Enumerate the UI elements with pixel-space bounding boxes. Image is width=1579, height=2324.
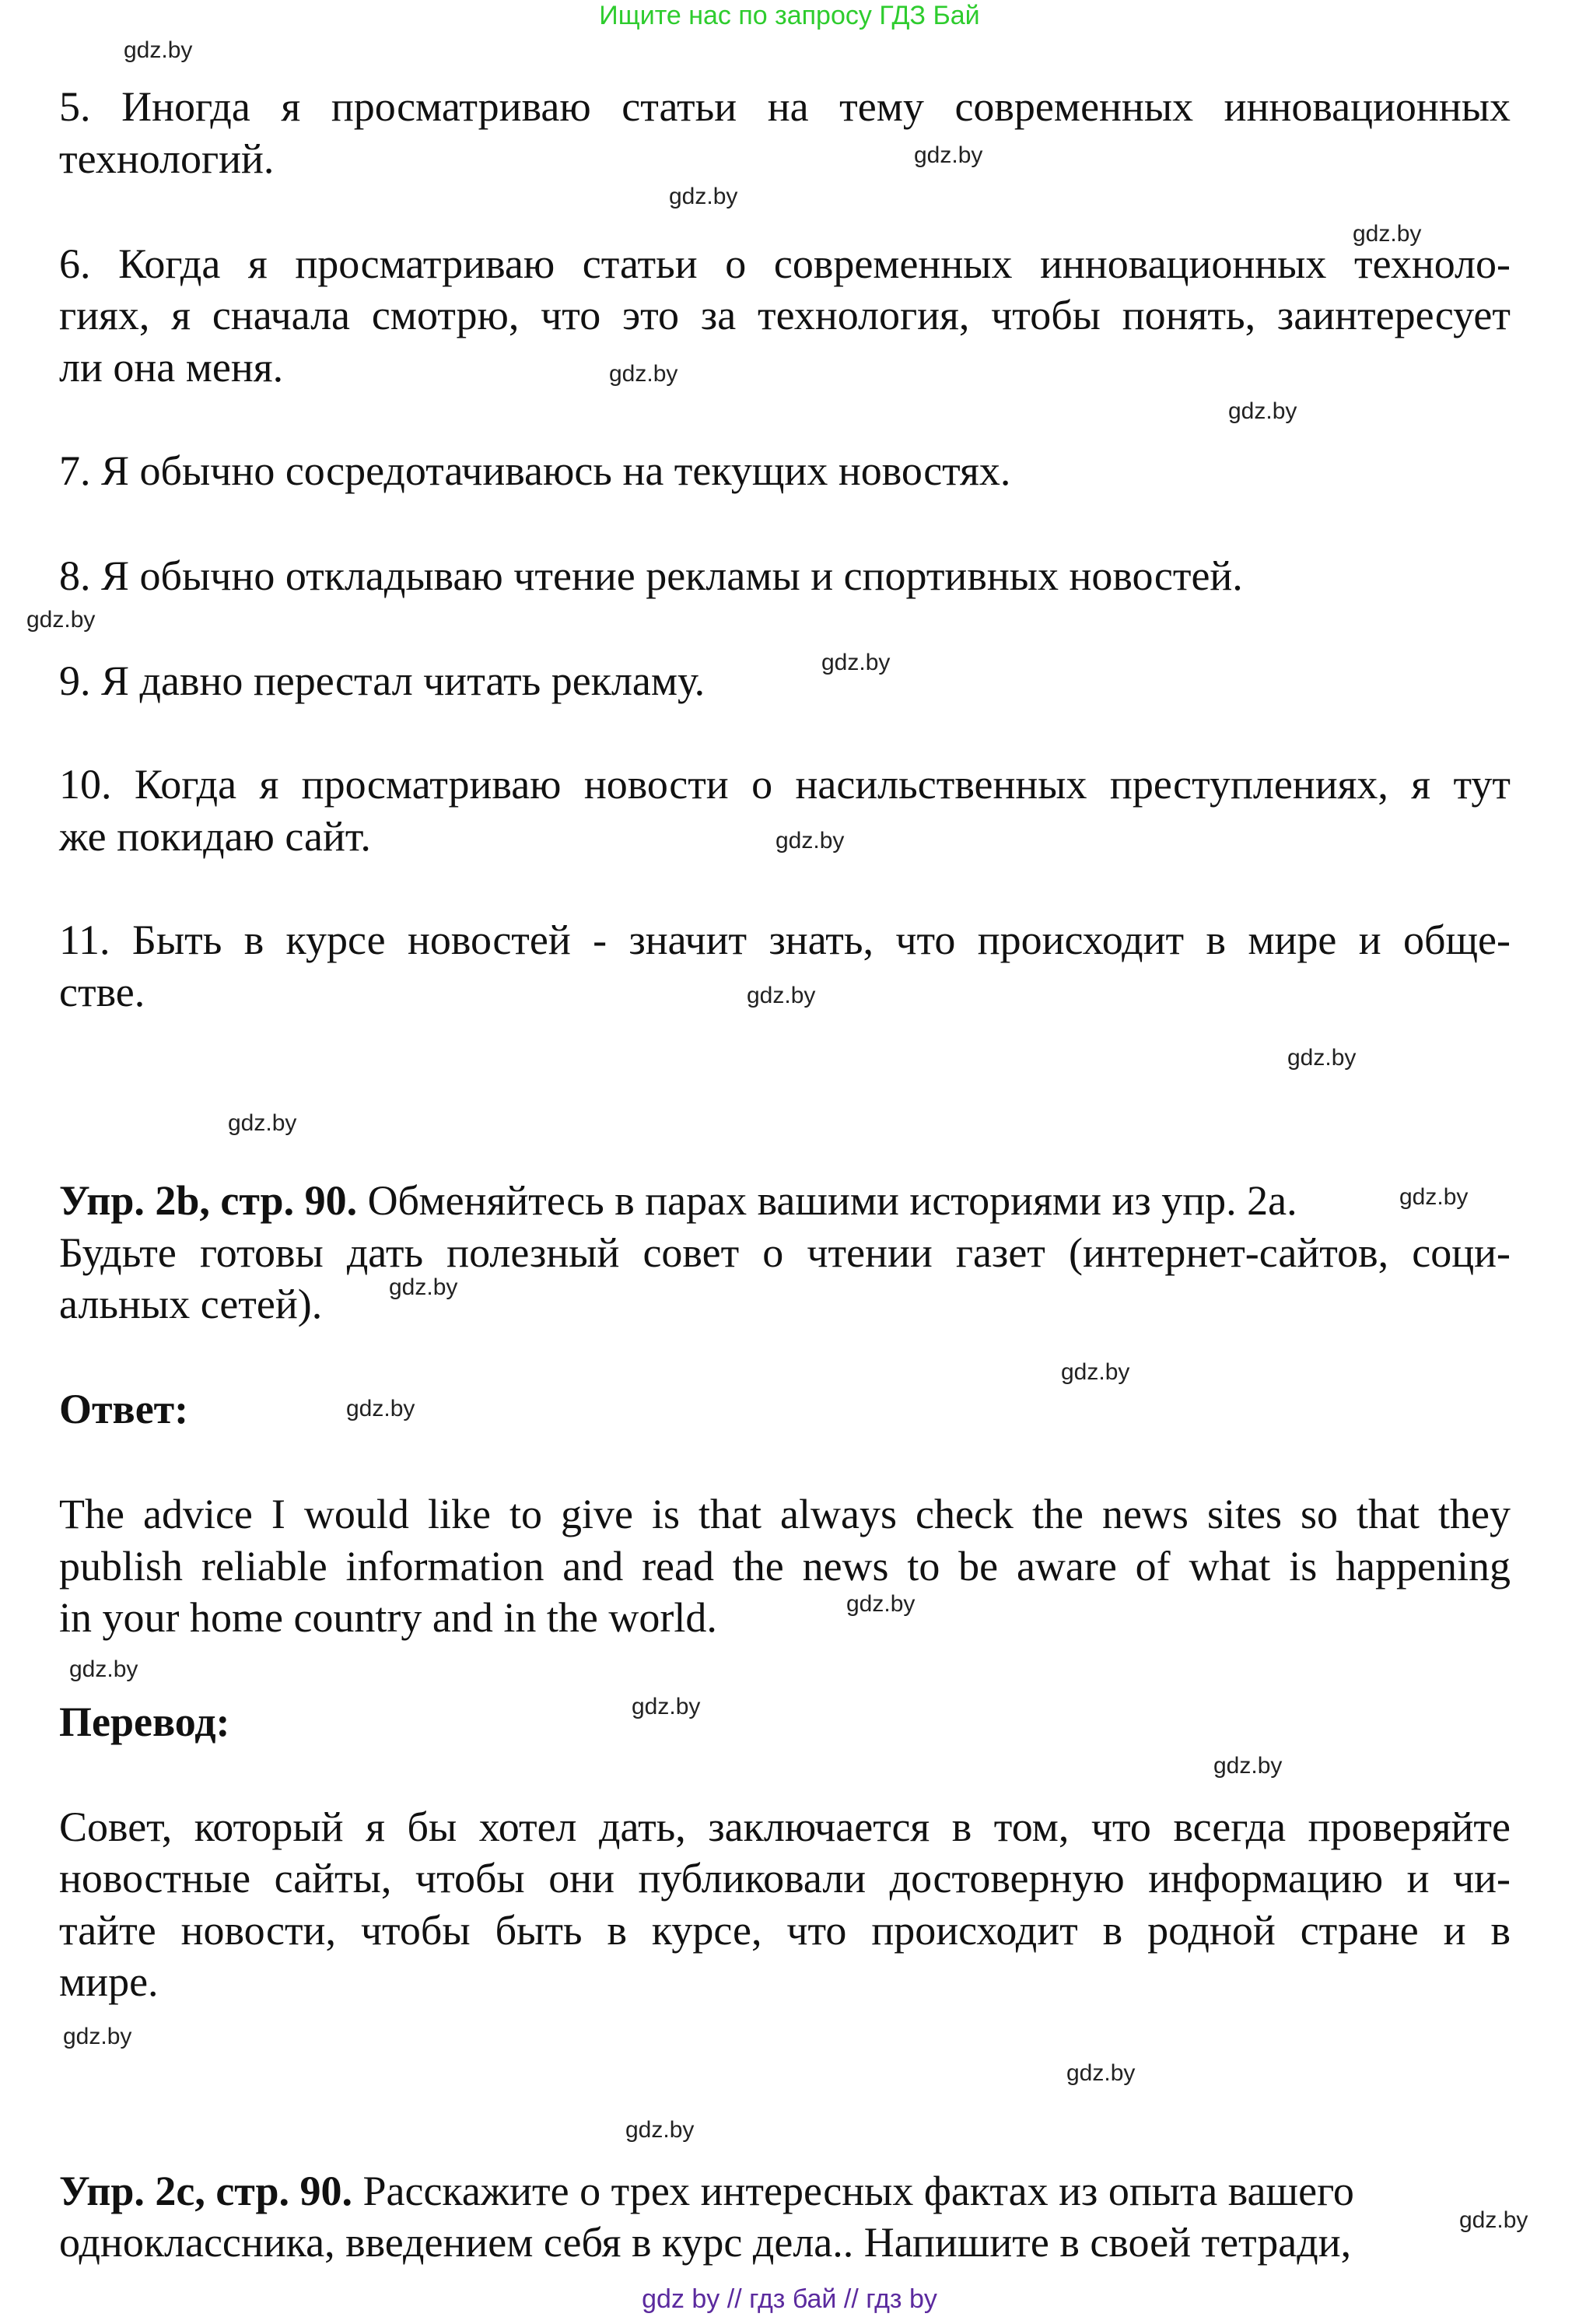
exercise-2c-line (59, 2219, 1511, 2266)
watermark: gdz.by (1399, 1184, 1469, 1210)
translation-text-text: новостные сайты, чтобы они публиковали достоверную информацию и чи- (59, 1855, 1511, 1902)
item-9-line (59, 657, 1511, 704)
answer-heading-line (59, 1386, 1511, 1432)
answer-text-text: publish reliable information and read the news to be aware of what is happening (59, 1543, 1511, 1590)
exercise-2c-line (59, 2168, 1511, 2214)
translation-text-line (59, 1907, 1511, 1954)
item-6-line (59, 344, 1511, 391)
item-7-line (59, 447, 1511, 494)
translation-text-text: Совет, который я бы хотел дать, заключается в том, что всегда проверяйте (59, 1803, 1511, 1850)
watermark: gdz.by (609, 361, 678, 387)
watermark: gdz.by (1061, 1359, 1130, 1385)
translation-text-line (59, 1958, 1511, 2005)
item-5-text: 5. Иногда я просматриваю статьи на тему современных инновационных (59, 83, 1511, 130)
translation-text-line (59, 1803, 1511, 1850)
watermark: gdz.by (747, 983, 816, 1008)
watermark: gdz.by (26, 607, 96, 633)
answer-text-line (59, 1543, 1511, 1590)
exercise-2c-text: Расскажите о трех интересных фактах из опыта вашего (352, 2168, 1354, 2214)
item-11-text: 11. Быть в курсе новостей - значит знать, что происходит в мире и обще- (59, 917, 1511, 963)
exercise-2b-label: Упр. 2b, стр. 90. (59, 1177, 358, 1224)
watermark: gdz.by (346, 1396, 415, 1421)
translation-text-line (59, 1855, 1511, 1902)
watermark: gdz.by (228, 1110, 297, 1136)
exercise-2b-text: Будьте готовы дать полезный совет о чтении газет (интернет-сайтов, соци- (59, 1229, 1511, 1276)
item-10-line (59, 761, 1511, 808)
watermark: gdz.by (1066, 2060, 1136, 2086)
answer-text-line (59, 1594, 1511, 1641)
watermark: gdz.by (1287, 1045, 1357, 1071)
watermark: gdz.by (124, 37, 193, 63)
promo-banner[interactable]: Ищите нас по запросу ГДЗ Бай (599, 1, 980, 30)
item-7-text: 7. Я обычно сосредотачиваюсь на текущих новостях. (59, 447, 1011, 494)
translation-text-text: тайте новости, чтобы быть в курсе, что происходит в родной стране и в (59, 1907, 1511, 1954)
exercise-2c-label: Упр. 2c, стр. 90. (59, 2168, 352, 2214)
answer-text-text: The advice I would like to give is that always check the news sites so that they (59, 1491, 1511, 1537)
watermark: gdz.by (1213, 1753, 1283, 1779)
watermark: gdz.by (1228, 398, 1297, 424)
exercise-2b-text: альных сетей). (59, 1281, 323, 1327)
watermark: gdz.by (1353, 221, 1422, 247)
watermark: gdz.by (389, 1274, 458, 1300)
item-6-text: ли она меня. (59, 344, 284, 391)
item-10-text: же покидаю сайт. (59, 813, 371, 860)
exercise-2b-line (59, 1177, 1511, 1224)
item-8-line (59, 552, 1511, 599)
translation-text-text: мире. (59, 1958, 159, 2005)
footer-links[interactable]: gdz by // гдз бай // гдз by (642, 2284, 937, 2314)
exercise-2b-line (59, 1229, 1511, 1276)
item-11-line (59, 917, 1511, 963)
translation-heading-label: Перевод: (59, 1698, 230, 1745)
item-5-line (59, 83, 1511, 130)
watermark: gdz.by (632, 1694, 701, 1719)
watermark: gdz.by (63, 2024, 132, 2049)
translation-heading-line (59, 1698, 1511, 1745)
watermark: gdz.by (775, 828, 845, 854)
watermark: gdz.by (1459, 2207, 1528, 2233)
exercise-2b-text: Обменяйтесь в парах вашими историями из упр. 2a. (357, 1177, 1297, 1224)
item-9-text: 9. Я давно перестал читать рекламу. (59, 657, 705, 704)
exercise-2c-text: одноклассника, введением себя в курс дела.. Напишите в своей тетради, (59, 2219, 1352, 2266)
item-6-text: гиях, я сначала смотрю, что это за технология, чтобы понять, заинтересует (59, 292, 1511, 338)
answer-text-line (59, 1491, 1511, 1537)
watermark: gdz.by (669, 184, 738, 209)
watermark: gdz.by (821, 650, 891, 675)
item-6-line (59, 240, 1511, 287)
item-10-text: 10. Когда я просматриваю новости о насильственных преступлениях, я тут (59, 761, 1511, 808)
answer-text-text: in your home country and in the world. (59, 1594, 717, 1641)
watermark: gdz.by (846, 1591, 916, 1617)
item-5-text: технологий. (59, 135, 275, 182)
item-8-text: 8. Я обычно откладываю чтение рекламы и спортивных новостей. (59, 552, 1243, 599)
answer-heading-label: Ответ: (59, 1386, 189, 1432)
watermark: gdz.by (625, 2117, 695, 2143)
item-11-text: стве. (59, 969, 145, 1015)
item-6-text: 6. Когда я просматриваю статьи о современных инновационных техноло- (59, 240, 1511, 287)
watermark: gdz.by (914, 142, 983, 168)
exercise-2b-line (59, 1281, 1511, 1327)
watermark: gdz.by (69, 1656, 138, 1682)
item-5-line (59, 135, 1511, 182)
item-6-line (59, 292, 1511, 338)
